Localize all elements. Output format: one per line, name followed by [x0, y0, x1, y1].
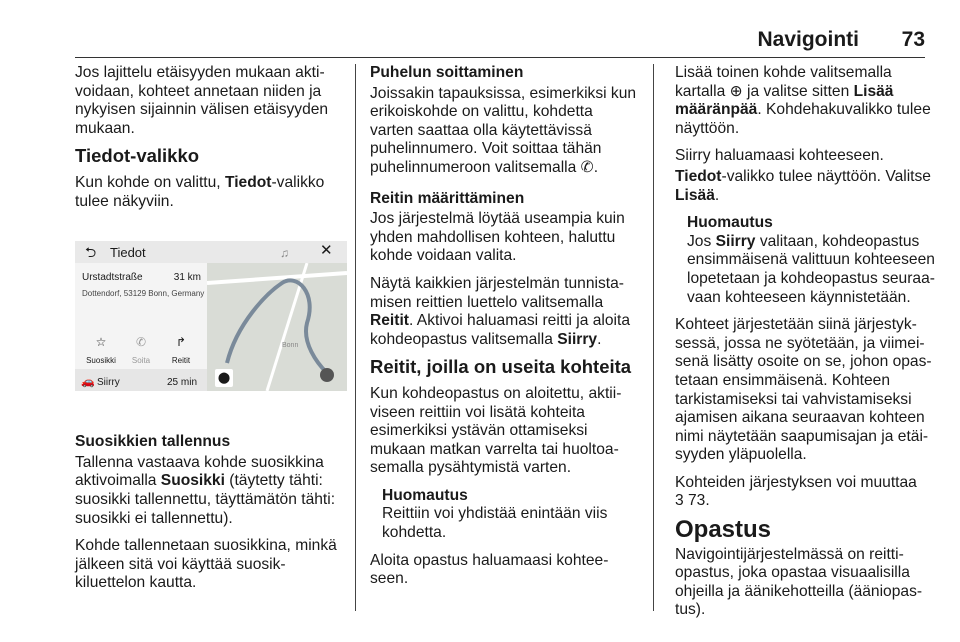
screenshot-tiedot: [75, 241, 347, 391]
section-title: Navigointi: [757, 28, 859, 51]
paragraph: Kohde tallennetaan suosikkina, minkä jälkeen sitä voi käyttää suosikkiluettelon kautta.: [75, 537, 337, 592]
paragraph: Siirry haluamaasi kohteeseen.: [675, 147, 884, 165]
screenshot-title-bar: [75, 241, 347, 263]
paragraph: Kohteet järjestetään siinä järjestyksessä, jossa ne syötetään, ja viimeisenä lisätty osoite on se, johon opastetaan ensimmäisenä. Kohteen tarkistamiseksi tai vahvistamiseksi ajamisen aikana seuraavan kohteen nimi näytetään saapumisajan ja etäisyyden yläpuolella.: [675, 316, 932, 464]
page-header: [75, 28, 925, 58]
paragraph: Tallenna vastaava kohde suosikkina aktivoimalla Suosikki (täytetty tähti: suosikki tallennettu, täyttämätön tähti: suosikki ei tallennettu).: [75, 453, 336, 527]
star-icon: ☆: [95, 335, 107, 350]
route-bar: [75, 369, 207, 391]
address-city: Dottendorf, 53129 Bonn, Germany: [82, 289, 205, 299]
paragraph: Kun kohde on valittu, Tiedot-valikko tulee näkyviin.: [75, 173, 325, 210]
car-icon: 🚗: [81, 376, 95, 389]
route-label: Siirry: [97, 377, 120, 389]
column-divider: [355, 64, 356, 611]
location-pin-icon: ⬤: [215, 369, 233, 387]
paragraph: Jos järjestelmä löytää useampia kuin yhden mahdollisen kohteen, haluttu kohde voidaan valita.: [370, 210, 625, 265]
paragraph: Navigointijärjestelmässä on reittiopastus, joka opastaa visuaalisilla ohjeilla ja äänikehotteilla (ääniopastus).: [675, 545, 923, 619]
paragraph: Näytä kaikkien järjestelmän tunnistamisen reittien luettelo valitsemalla Reitit. Aktivoi haluamasi reitti ja aloita kohdeopastus valitsemalla Siirry.: [370, 274, 630, 348]
heading-route: Reitin määrittäminen: [370, 189, 525, 207]
heading-favorites: Suosikkien tallennus: [75, 433, 231, 451]
paragraph: Lisää toinen kohde valitsemalla kartalla ⊕ ja valitse sitten Lisää määränpää. Kohdehakuvalikko tulee näyttöön.: [675, 64, 931, 137]
note-text: Jos Siirry valitaan, kohdeopastus ensimmäisenä valittuun kohteeseen lopetetaan ja kohdeopastus seuraavaan kohteeseen käynnistetään.: [687, 232, 935, 306]
paragraph: Jos lajittelu etäisyyden mukaan aktivoidaan, kohteet annetaan niiden ja nykyisen sijainnin välisen etäisyyden mukaan.: [75, 64, 329, 137]
note-heading: Huomautus: [382, 486, 468, 504]
page-number: 73: [901, 28, 925, 51]
music-icon: ♫: [280, 246, 289, 261]
column-3: [675, 64, 937, 629]
header-divider: [75, 57, 925, 58]
phone-icon: ✆: [135, 335, 147, 350]
paragraph: Tiedot-valikko tulee näyttöön. Valitse Lisää.: [675, 167, 931, 204]
address-street: Urstadtstraße: [82, 272, 143, 284]
favorite-action: ☆ Suosikki: [83, 333, 119, 370]
paragraph: Joissakin tapauksissa, esimerkiksi kun erikoiskohde on valittu, kohdetta varten saattaa olla käytettävissä puhelinnumero. Voit soittaa tähän puhelinnumeroon valitsemalla ✆.: [370, 84, 637, 176]
map-city-label: Bonn: [282, 342, 299, 350]
screenshot-info-panel: [75, 263, 207, 369]
close-icon: ✕: [320, 242, 333, 260]
note-box: [687, 214, 937, 307]
note-box: [382, 487, 638, 543]
column-divider: [653, 64, 654, 611]
paragraph: Kun kohdeopastus on aloitettu, aktiiviseen reittiin voi lisätä kohteita esimerkiksi ystävän ottamiseksi mukaan matkan varrelta tai huoltoasemalla pysähtymistä varten.: [370, 384, 622, 477]
distance: 31 km: [173, 272, 201, 284]
page-reference: 3 73.: [675, 492, 710, 510]
back-icon: ⮌: [85, 244, 97, 261]
note-text: Reittiin voi yhdistää enintään viis kohdetta.: [382, 505, 608, 542]
heading-opastus: Opastus: [675, 516, 772, 544]
column-2: [370, 64, 638, 598]
heading-tiedot: Tiedot-valikko: [75, 145, 200, 167]
heading-multi-destination: Reitit, joilla on useita kohteita: [370, 356, 632, 378]
route-time: 25 min: [166, 377, 197, 389]
paragraph: Aloita opastus haluamaasi kohteeseen.: [370, 551, 609, 588]
call-action: ✆ Soita: [123, 333, 159, 370]
screenshot-title: Tiedot: [110, 245, 146, 261]
heading-call: Puhelun soittaminen: [370, 64, 524, 81]
note-heading: Huomautus: [687, 214, 773, 232]
paragraph: Kohteiden järjestyksen voi muuttaa 3 73.: [675, 473, 917, 510]
routes-icon: ↱: [175, 335, 187, 350]
column-1: [75, 64, 347, 602]
routes-action: ↱ Reitit: [163, 333, 199, 370]
